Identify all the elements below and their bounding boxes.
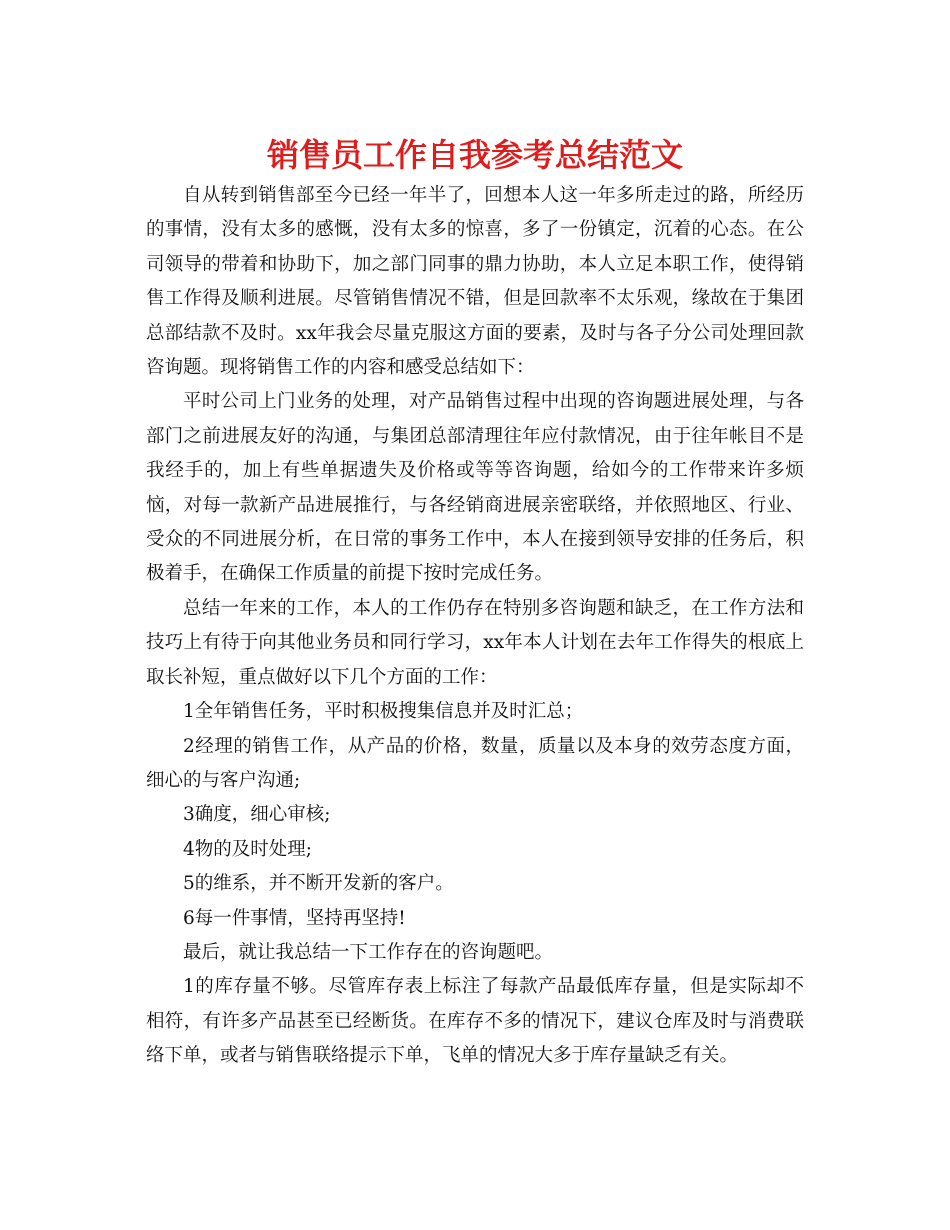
list-item-plan-1: 1全年销售任务，平时积极搜集信息并及时汇总； (183, 701, 584, 723)
list-item-plan-2: 2经理的销售工作，从产品的价格，数量，质量以及本身的效劳态度方面，细心的与客户沟通; (146, 735, 804, 791)
list-item-plan-4: 4物的及时处理; (183, 838, 313, 860)
paragraph-problems-intro: 最后，就让我总结一下工作存在的咨询题吧。 (183, 941, 554, 963)
document-body (146, 179, 804, 1074)
list-item-plan-3: 3确度，细心审核; (183, 804, 331, 826)
paragraph-daily-work: 平时公司上门业务的处理，对产品销售过程中出现的咨询题进展处理，与各部门之前进展友好的沟通，与集团总部清理往年应付款情况，由于往年帐目不是我经手的，加上有些单据遗失及价格或等等咨询题，给如今的工作带来许多烦恼，对每一款新产品进展推行，与各经销商进展亲密联络，并依照地区、行业、受众的不同进展分析，在日常的事务工作中，本人在接到领导安排的任务后，积极着手，在确保工作质量的前提下按时完成任务。 (146, 391, 804, 585)
list-item-plan-5: 5的维系，并不断开发新的客户。 (183, 873, 454, 895)
document-title: 销售员工作自我参考总结范文 (266, 136, 683, 174)
paragraph-intro: 自从转到销售部至今已经一年半了，回想本人这一年多所走过的路，所经历的事情，没有太多的感慨，没有太多的惊喜，多了一份镇定，沉着的心态。在公司领导的带着和协助下，加之部门同事的鼎力协助，本人立足本职工作，使得销售工作得及顺利进展。尽管销售情况不错，但是回款率不太乐观，缘故在于集团总部结款不及时。xx年我会尽量克服这方面的要素，及时与各子分公司处理回款咨询题。现将销售工作的内容和感受总结如下： (146, 185, 804, 379)
list-item-plan-6: 6每一件事情，坚持再坚持! (183, 907, 406, 929)
list-item-problem-1: 1的库存量不够。尽管库存表上标注了每款产品最低库存量，但是实际却不相符，有许多产品甚至已经断货。在库存不多的情况下，建议仓库及时与消费联络下单，或者与销售联络提示下单，飞单的情况大多于库存量缺乏有关。 (146, 976, 804, 1067)
paragraph-summary: 总结一年来的工作，本人的工作仍存在特别多咨询题和缺乏，在工作方法和技巧上有待于向其他业务员和同行学习，xx年本人计划在去年工作得失的根底上取长补短，重点做好以下几个方面的工作： (146, 597, 804, 688)
